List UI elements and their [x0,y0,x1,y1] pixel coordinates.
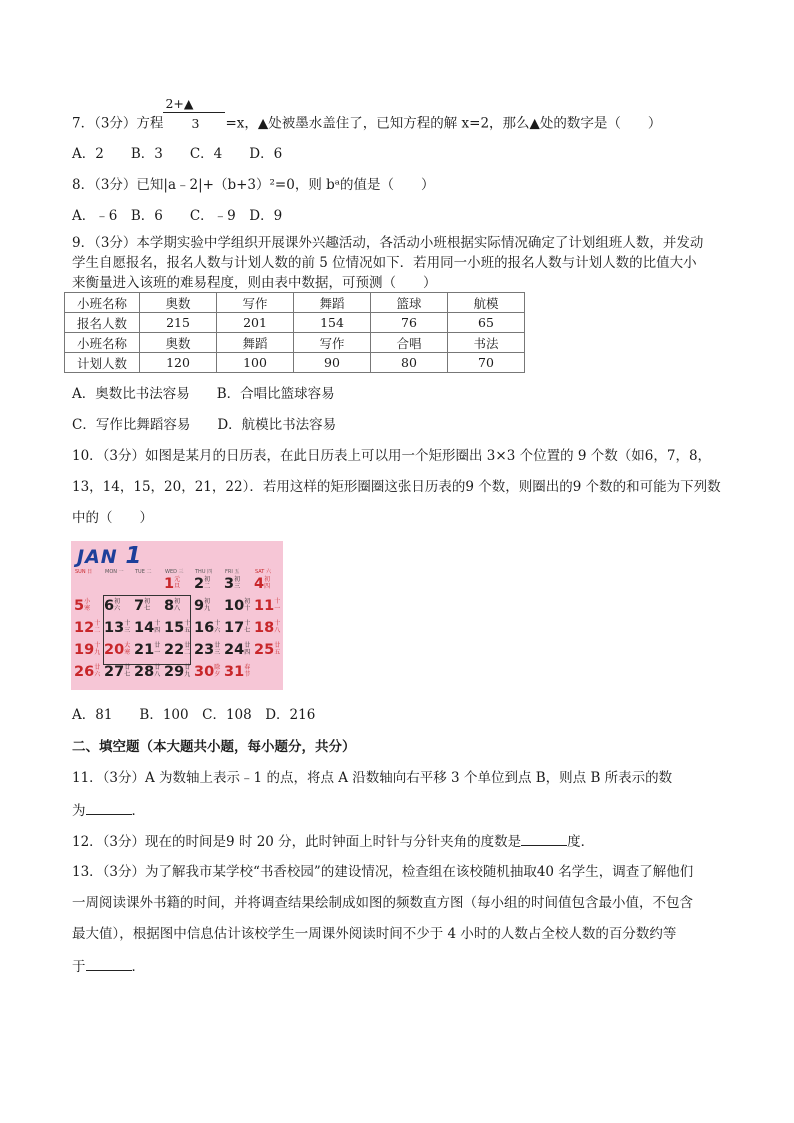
weekday-label: FRI 五 [225,569,240,575]
question-7 [72,96,734,140]
calendar-day: 18十八 [254,620,281,636]
table-cell: 写作 [217,293,294,313]
calendar-day: 30除夕 [194,664,221,680]
calendar-day: 21廿一 [134,642,161,658]
table-cell: 舞蹈 [217,333,294,353]
weekday-label: SAT 六 [255,569,271,575]
q11-line-2 [72,800,734,821]
q9-line-1: 9．（3分）本学期实验中学组织开展课外兴趣活动，各活动小班根据实际情况确定了计划组班人数，并发动 [72,235,704,251]
q7-options: A．2 B．3 C．4 D．6 [72,146,283,162]
q7-fraction [163,96,225,140]
table-cell: 70 [448,353,525,373]
calendar-day: 31春节 [224,664,251,680]
table-cell: 小班名称 [65,333,140,353]
table-cell: 航模 [448,293,525,313]
calendar-day: 24廿四 [224,642,251,658]
table-cell: 90 [294,353,371,373]
q9-line-2: 学生自愿报名，报名人数与计划人数的前 5 位情况如下．若用同一小班的报名人数与计划人数的比值大小 [72,255,697,271]
calendar-image [71,541,283,690]
table-row [65,293,525,313]
q7-prefix: 7．（3分）方程 [72,115,164,132]
table-cell: 写作 [294,333,371,353]
calendar-day: 26廿六 [74,664,101,680]
q9-options-ab: A．奥数比书法容易 B．合唱比篮球容易 [72,386,335,402]
calendar-month: JAN 1 [77,543,143,569]
weekday-label: THU 四 [195,569,213,575]
table-cell: 小班名称 [65,293,140,313]
weekday-label: TUE 二 [135,569,152,575]
calendar-day: 17十七 [224,620,251,636]
calendar-day: 13十三 [104,620,131,636]
table-row [65,333,525,353]
q11-line-1: 11．（3分）A 为数轴上表示﹣1 的点，将点 A 沿数轴向右平移 3 个单位到点 B，则点 B 所表示的数 [72,770,673,786]
q12-suffix: 度． [567,834,595,850]
table-cell: 215 [140,313,217,333]
calendar-day: 28廿八 [134,664,161,680]
selection-rectangle [103,595,191,665]
calendar-day: 20大寒 [104,642,131,658]
q13-line-4 [72,956,734,977]
q13-line-3: 最大值），根据图中信息估计该校学生一周课外阅读时间不少于 4 小时的人数占全校人数的百分数约等 [72,926,677,942]
q7-frac-numerator: 2+▲ [165,96,194,111]
answer-blank[interactable] [521,831,567,846]
table-cell: 合唱 [371,333,448,353]
table-cell: 65 [448,313,525,333]
table-cell: 120 [140,353,217,373]
calendar-day: 4初四 [254,576,271,592]
q13-prefix: 于 [72,959,86,975]
calendar-day: 11十一 [254,598,281,614]
weekday-label: WED 三 [165,569,184,575]
weekday-label: MON 一 [105,569,124,575]
table-cell: 80 [371,353,448,373]
q10-line-2: 13，14，15，20，21，22）．若用这样的矩形圈圈这张日历表的9 个数，则圈出的9 个数的和可能为下列数 [72,479,721,495]
q10-line-1: 10．（3分）如图是某月的日历表，在此日历表上可以用一个矩形圈出 3×3 个位置的 9 个数（如6，7，8， [72,448,712,464]
q7-frac-denominator: 3 [191,116,200,131]
calendar-day: 10初十 [224,598,251,614]
calendar-day: 22廿二 [164,642,191,658]
calendar-day: 8初八 [164,598,181,614]
q13-line-2: 一周阅读课外书籍的时间，并将调查结果绘制成如图的频数直方图（每小组的时间值包含最小值，不包含 [72,895,693,911]
q11-prefix: 为 [72,803,86,819]
table-cell: 报名人数 [65,313,140,333]
calendar-day: 27廿七 [104,664,131,680]
q9-options-cd: C．写作比舞蹈容易 D．航模比书法容易 [72,417,337,433]
answer-blank[interactable] [86,800,132,815]
table-cell: 100 [217,353,294,373]
calendar-day: 3初三 [224,576,241,592]
answer-blank[interactable] [86,956,132,971]
table-cell: 201 [217,313,294,333]
q10-options: A．81 B．100 C．108 D．216 [72,707,316,723]
table-cell: 76 [371,313,448,333]
table-cell: 154 [294,313,371,333]
q9-line-3: 来衡量进入该班的难易程度，则由表中数据，可预测（ ） [72,275,437,291]
q8-options: A．﹣6 B．6 C．﹣9 D．9 [72,208,283,224]
q9-table [64,292,525,373]
q12-prefix: 12．（3分）现在的时间是9 时 20 分，此时钟面上时针与分针夹角的度数是 [72,834,522,850]
calendar-day: 6初六 [104,598,121,614]
q13-suffix: ． [131,959,145,975]
calendar-day: 5小寒 [74,598,91,614]
calendar-day: 2初二 [194,576,211,592]
table-cell: 奥数 [140,333,217,353]
calendar-day: 23廿三 [194,642,221,658]
table-cell: 奥数 [140,293,217,313]
table-cell: 书法 [448,333,525,353]
table-cell: 舞蹈 [294,293,371,313]
calendar-day: 15十五 [164,620,191,636]
calendar-day: 25廿五 [254,642,281,658]
table-row [65,313,525,333]
calendar-day: 14十四 [134,620,161,636]
q13-line-1: 13．（3分）为了解我市某学校“书香校园”的建设情况，检查组在该校随机抽取40 名学生，调查了解他们 [72,864,694,880]
q10-line-3: 中的（ ） [72,510,153,526]
calendar-day: 9初九 [194,598,211,614]
table-cell: 计划人数 [65,353,140,373]
section-2-title: 二、填空题（本大题共小题，每小题分，共分） [72,739,356,755]
q11-suffix: ． [131,803,145,819]
question-12 [72,831,734,852]
question-8: 8．（3分）已知|a﹣2|+（b+3）²=0，则 bᵃ的值是（ ） [72,177,435,193]
calendar-day: 16十六 [194,620,221,636]
calendar-day: 1元旦 [164,576,181,592]
table-row [65,353,525,373]
q7-suffix: =x，▲处被墨水盖住了，已知方程的解 x=2，那么▲处的数字是（ ） [225,115,662,132]
weekday-label: SUN 日 [75,569,93,575]
calendar-day: 12十二 [74,620,101,636]
calendar-day: 7初七 [134,598,151,614]
calendar-day: 29廿九 [164,664,191,680]
calendar-day: 19十九 [74,642,101,658]
table-cell: 篮球 [371,293,448,313]
